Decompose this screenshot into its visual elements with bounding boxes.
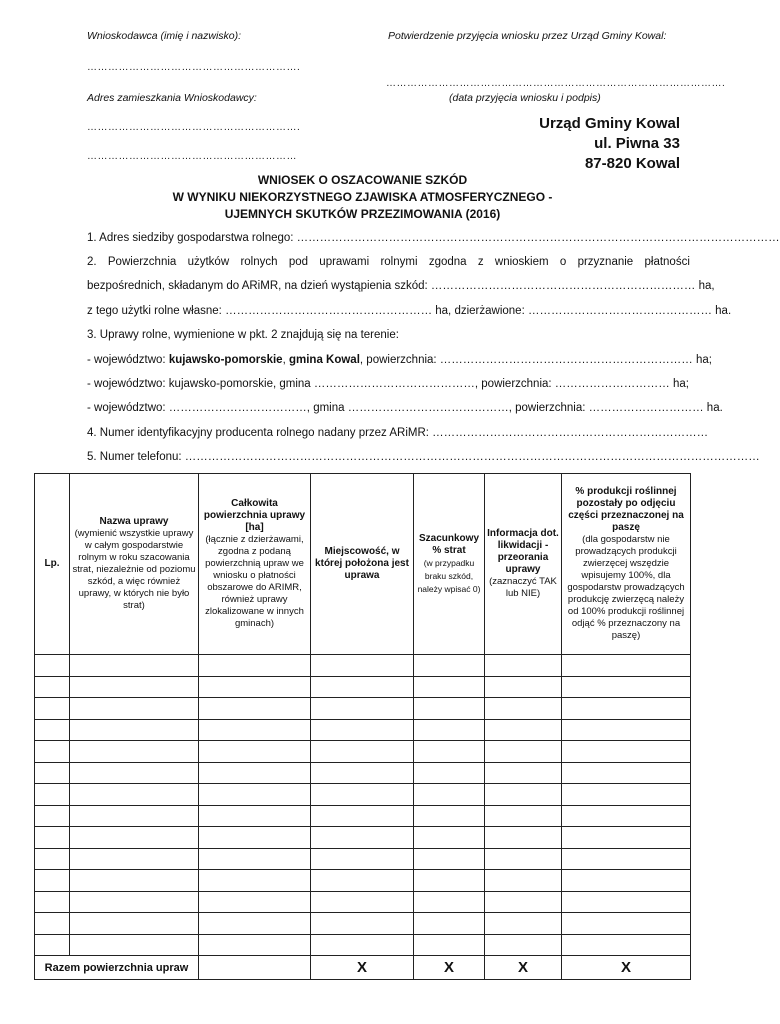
table-row: [35, 676, 691, 698]
woj1-commune: gmina Kowal: [288, 354, 360, 366]
table-cell[interactable]: [562, 913, 691, 935]
table-cell[interactable]: [414, 698, 485, 720]
document-title: [0, 172, 725, 223]
table-cell[interactable]: [35, 827, 70, 849]
item-5-phone[interactable]: 5. Numer telefonu: ……………………………………………………………………………………………………………………………………: [87, 451, 760, 463]
sum-x-location: X: [311, 956, 414, 980]
item-2-word: użytków: [187, 256, 230, 268]
table-cell[interactable]: [414, 741, 485, 763]
table-row: [35, 741, 691, 763]
table-sum-row: [35, 956, 691, 980]
table-cell[interactable]: [35, 891, 70, 913]
sum-x-liquidation: X: [485, 956, 562, 980]
woj1-sep: ,: [282, 354, 289, 366]
table-cell[interactable]: [199, 848, 311, 870]
table-cell[interactable]: [35, 805, 70, 827]
table-cell[interactable]: [414, 934, 485, 956]
office-address: [539, 114, 680, 174]
table-cell[interactable]: [562, 934, 691, 956]
sum-label: Razem powierzchnia upraw: [35, 956, 199, 980]
item-2-word: 2.: [87, 256, 97, 268]
voivodeship-row-3[interactable]: - województwo: ………………………………, gmina ……………………………………, powierzchnia: ………………………… ha.: [87, 402, 723, 414]
item-2-word: rolnymi: [380, 256, 418, 268]
table-cell[interactable]: [199, 805, 311, 827]
table-cell[interactable]: [485, 891, 562, 913]
address-field-1[interactable]: …………………………………………………….: [87, 122, 301, 133]
col-loss-percent: Szacunkowy % strat (w przypadku braku szkód, należy wpisać 0): [414, 474, 485, 655]
table-cell[interactable]: [485, 741, 562, 763]
table-cell[interactable]: [414, 719, 485, 741]
table-cell[interactable]: [199, 719, 311, 741]
table-row: [35, 698, 691, 720]
table-cell[interactable]: [35, 848, 70, 870]
table-cell[interactable]: [562, 676, 691, 698]
table-cell[interactable]: [562, 891, 691, 913]
table-cell[interactable]: [414, 655, 485, 677]
table-cell[interactable]: [35, 741, 70, 763]
table-cell[interactable]: [562, 655, 691, 677]
table-cell[interactable]: [311, 784, 414, 806]
table-cell[interactable]: [485, 655, 562, 677]
table-cell[interactable]: [311, 655, 414, 677]
table-cell[interactable]: [311, 676, 414, 698]
table-cell[interactable]: [199, 698, 311, 720]
table-cell[interactable]: [311, 827, 414, 849]
col-lp: Lp.: [35, 474, 70, 655]
applicant-label: Wnioskodawca (imię i nazwisko):: [87, 30, 242, 42]
item-1-address[interactable]: 1. Adres siedziby gospodarstwa rolnego: ………………………………………………………………………………………………………………: [87, 232, 780, 244]
table-cell[interactable]: [199, 934, 311, 956]
item-2-word: zgodna: [428, 256, 467, 268]
table-row: [35, 655, 691, 677]
applicant-field[interactable]: …………………………………………………….: [87, 62, 301, 73]
table-cell[interactable]: [311, 698, 414, 720]
table-cell[interactable]: [70, 870, 199, 892]
col-feed-percent: % produkcji roślinnej pozostały po odjęciu części przeznaczonej na paszę (dla gospodarstw nie prowadzących produkcji zwierzęcej wszędzie wpisujemy 100%, dla gospodarstw prowadzących produkcję zwierzęcą należy od 100% produkcji roślinnej odjąć % przeznaczony na paszę): [562, 474, 691, 655]
table-cell[interactable]: [311, 805, 414, 827]
title-line-3: UJEMNYCH SKUTKÓW PRZEZIMOWANIA (2016): [224, 207, 501, 221]
table-cell[interactable]: [199, 676, 311, 698]
item-2-word: wnioskiem: [494, 256, 549, 268]
table-row: [35, 891, 691, 913]
table-cell[interactable]: [70, 848, 199, 870]
table-cell[interactable]: [485, 805, 562, 827]
col-crop-name: Nazwa uprawy (wymienić wszystkie uprawy w całym gospodarstwie rolnym w roku szacowania strat, niezależnie od poziomu szkód, a więc również uprawy, w których nie było strat): [70, 474, 199, 655]
table-cell[interactable]: [562, 870, 691, 892]
table-row: [35, 827, 691, 849]
title-line-1: WNIOSEK O OSZACOWANIE SZKÓD: [257, 173, 468, 187]
table-cell[interactable]: [485, 870, 562, 892]
table-cell[interactable]: [35, 762, 70, 784]
col-total-area: Całkowita powierzchnia uprawy [ha] (łącznie z dzierżawami, zgodna z podaną powierzchnią upraw we wniosku o płatności obszarowe do ARIMR, również uprawy zlokalizowane w innych gminach): [199, 474, 311, 655]
confirm-label: Potwierdzenie przyjęcia wniosku przez Urząd Gminy Kowal:: [388, 30, 667, 42]
table-cell[interactable]: [311, 848, 414, 870]
table-cell[interactable]: [562, 848, 691, 870]
table-cell[interactable]: [35, 913, 70, 935]
table-cell[interactable]: [70, 827, 199, 849]
table-cell[interactable]: [35, 719, 70, 741]
item-2-word: przyznanie: [577, 256, 634, 268]
table-cell[interactable]: [70, 784, 199, 806]
item-2-word: rolnych: [240, 256, 278, 268]
table-cell[interactable]: [199, 741, 311, 763]
table-cell[interactable]: [562, 805, 691, 827]
item-2-word: Powierzchnia: [107, 256, 177, 268]
table-cell[interactable]: [414, 891, 485, 913]
table-cell[interactable]: [562, 719, 691, 741]
table-cell[interactable]: [562, 827, 691, 849]
confirm-sub: (data przyjęcia wniosku i podpis): [449, 92, 601, 104]
title-line-2: W WYNIKU NIEKORZYSTNEGO ZJAWISKA ATMOSFERYCZNEGO -: [172, 190, 553, 204]
item-3: 3. Uprawy rolne, wymienione w pkt. 2 znajdują się na terenie:: [87, 329, 399, 341]
table-cell[interactable]: [35, 655, 70, 677]
table-cell[interactable]: [485, 719, 562, 741]
table-cell[interactable]: [199, 870, 311, 892]
item-2-word: pod: [288, 256, 308, 268]
table-row: [35, 805, 691, 827]
table-row: [35, 848, 691, 870]
office-name: Urząd Gminy Kowal: [539, 115, 680, 132]
table-cell[interactable]: [199, 827, 311, 849]
voivodeship-row-2[interactable]: - województwo: kujawsko-pomorskie, gmina ……………………………………, powierzchnia: ………………………… ha;: [87, 378, 689, 390]
table-cell[interactable]: [70, 762, 199, 784]
table-cell[interactable]: [70, 698, 199, 720]
table-cell[interactable]: [562, 698, 691, 720]
item-4-producer-id[interactable]: 4. Numer identyfikacyjny producenta rolnego nadany przez ARiMR: ………………………………………………………………: [87, 427, 709, 439]
table-cell[interactable]: [199, 784, 311, 806]
table-cell[interactable]: [311, 934, 414, 956]
item-2-word: z: [477, 256, 484, 268]
table-row: [35, 913, 691, 935]
table-cell[interactable]: [562, 762, 691, 784]
table-header: [35, 474, 691, 655]
table-cell[interactable]: [414, 784, 485, 806]
table-cell[interactable]: [35, 676, 70, 698]
office-street: ul. Piwna 33: [594, 135, 680, 152]
table-cell[interactable]: [485, 676, 562, 698]
address-label: Adres zamieszkania Wnioskodawcy:: [87, 92, 257, 104]
table-cell[interactable]: [414, 805, 485, 827]
table-row: [35, 934, 691, 956]
table-cell[interactable]: [311, 913, 414, 935]
table-cell[interactable]: [70, 805, 199, 827]
item-2-line-a: [87, 256, 690, 268]
item-2-word: uprawami: [319, 256, 370, 268]
table-cell[interactable]: [414, 762, 485, 784]
office-city: 87-820 Kowal: [584, 155, 680, 172]
table-cell[interactable]: [70, 655, 199, 677]
woj1-rest: , powierzchnia: ………………………………………………………… ha;: [359, 354, 712, 366]
table-cell[interactable]: [70, 913, 199, 935]
table-cell[interactable]: [199, 655, 311, 677]
table-cell[interactable]: [311, 719, 414, 741]
table-cell[interactable]: [485, 784, 562, 806]
crops-table: [34, 473, 691, 980]
table-cell[interactable]: [311, 891, 414, 913]
item-2-line-b[interactable]: bezpośrednich, składanym do ARiMR, na dzień wystąpienia szkód: …………………………………………………………… ha,: [87, 280, 715, 292]
voivodeship-row-1[interactable]: [87, 354, 712, 366]
table-cell[interactable]: [485, 762, 562, 784]
table-cell[interactable]: [70, 891, 199, 913]
table-cell[interactable]: [485, 913, 562, 935]
table-cell[interactable]: [414, 913, 485, 935]
sum-total-area[interactable]: [199, 956, 311, 980]
table-cell[interactable]: [70, 719, 199, 741]
table-cell[interactable]: [414, 848, 485, 870]
table-cell[interactable]: [414, 827, 485, 849]
table-cell[interactable]: [199, 762, 311, 784]
sum-x-loss: X: [414, 956, 485, 980]
table-cell[interactable]: [311, 762, 414, 784]
table-cell[interactable]: [35, 870, 70, 892]
table-cell[interactable]: [70, 676, 199, 698]
table-cell[interactable]: [562, 784, 691, 806]
item-2-word: płatności: [644, 256, 690, 268]
table-cell[interactable]: [70, 741, 199, 763]
table-cell[interactable]: [414, 870, 485, 892]
table-row: [35, 762, 691, 784]
table-cell[interactable]: [485, 827, 562, 849]
table-cell[interactable]: [414, 676, 485, 698]
table-cell[interactable]: [562, 741, 691, 763]
table-cell[interactable]: [485, 698, 562, 720]
table-cell[interactable]: [35, 934, 70, 956]
woj1-voivodeship: kujawsko-pomorskie: [168, 354, 283, 366]
confirm-field[interactable]: …………………………………………………………………………………….: [386, 78, 726, 89]
woj1-prefix: - województwo:: [87, 354, 169, 366]
table-row: [35, 870, 691, 892]
col-location: Miejscowość, w której położona jest uprawa: [311, 474, 414, 655]
table-cell[interactable]: [485, 934, 562, 956]
table-cell[interactable]: [311, 870, 414, 892]
table-cell[interactable]: [199, 913, 311, 935]
table-cell[interactable]: [485, 848, 562, 870]
item-2-word: o: [559, 256, 567, 268]
col-liquidation: Informacja dot. likwidacji - przeorania uprawy (zaznaczyć TAK lub NIE): [485, 474, 562, 655]
address-field-2[interactable]: ……………………………………………………: [87, 151, 297, 162]
table-cell[interactable]: [199, 891, 311, 913]
sum-x-feed: X: [562, 956, 691, 980]
item-2-line-c[interactable]: z tego użytki rolne własne: ……………………………………………… ha, dzierżawione: ………………………………………… ha.: [87, 305, 732, 317]
table-cell[interactable]: [311, 741, 414, 763]
table-row: [35, 719, 691, 741]
table-cell[interactable]: [35, 784, 70, 806]
table-cell[interactable]: [70, 934, 199, 956]
table-row: [35, 784, 691, 806]
table-cell[interactable]: [35, 698, 70, 720]
